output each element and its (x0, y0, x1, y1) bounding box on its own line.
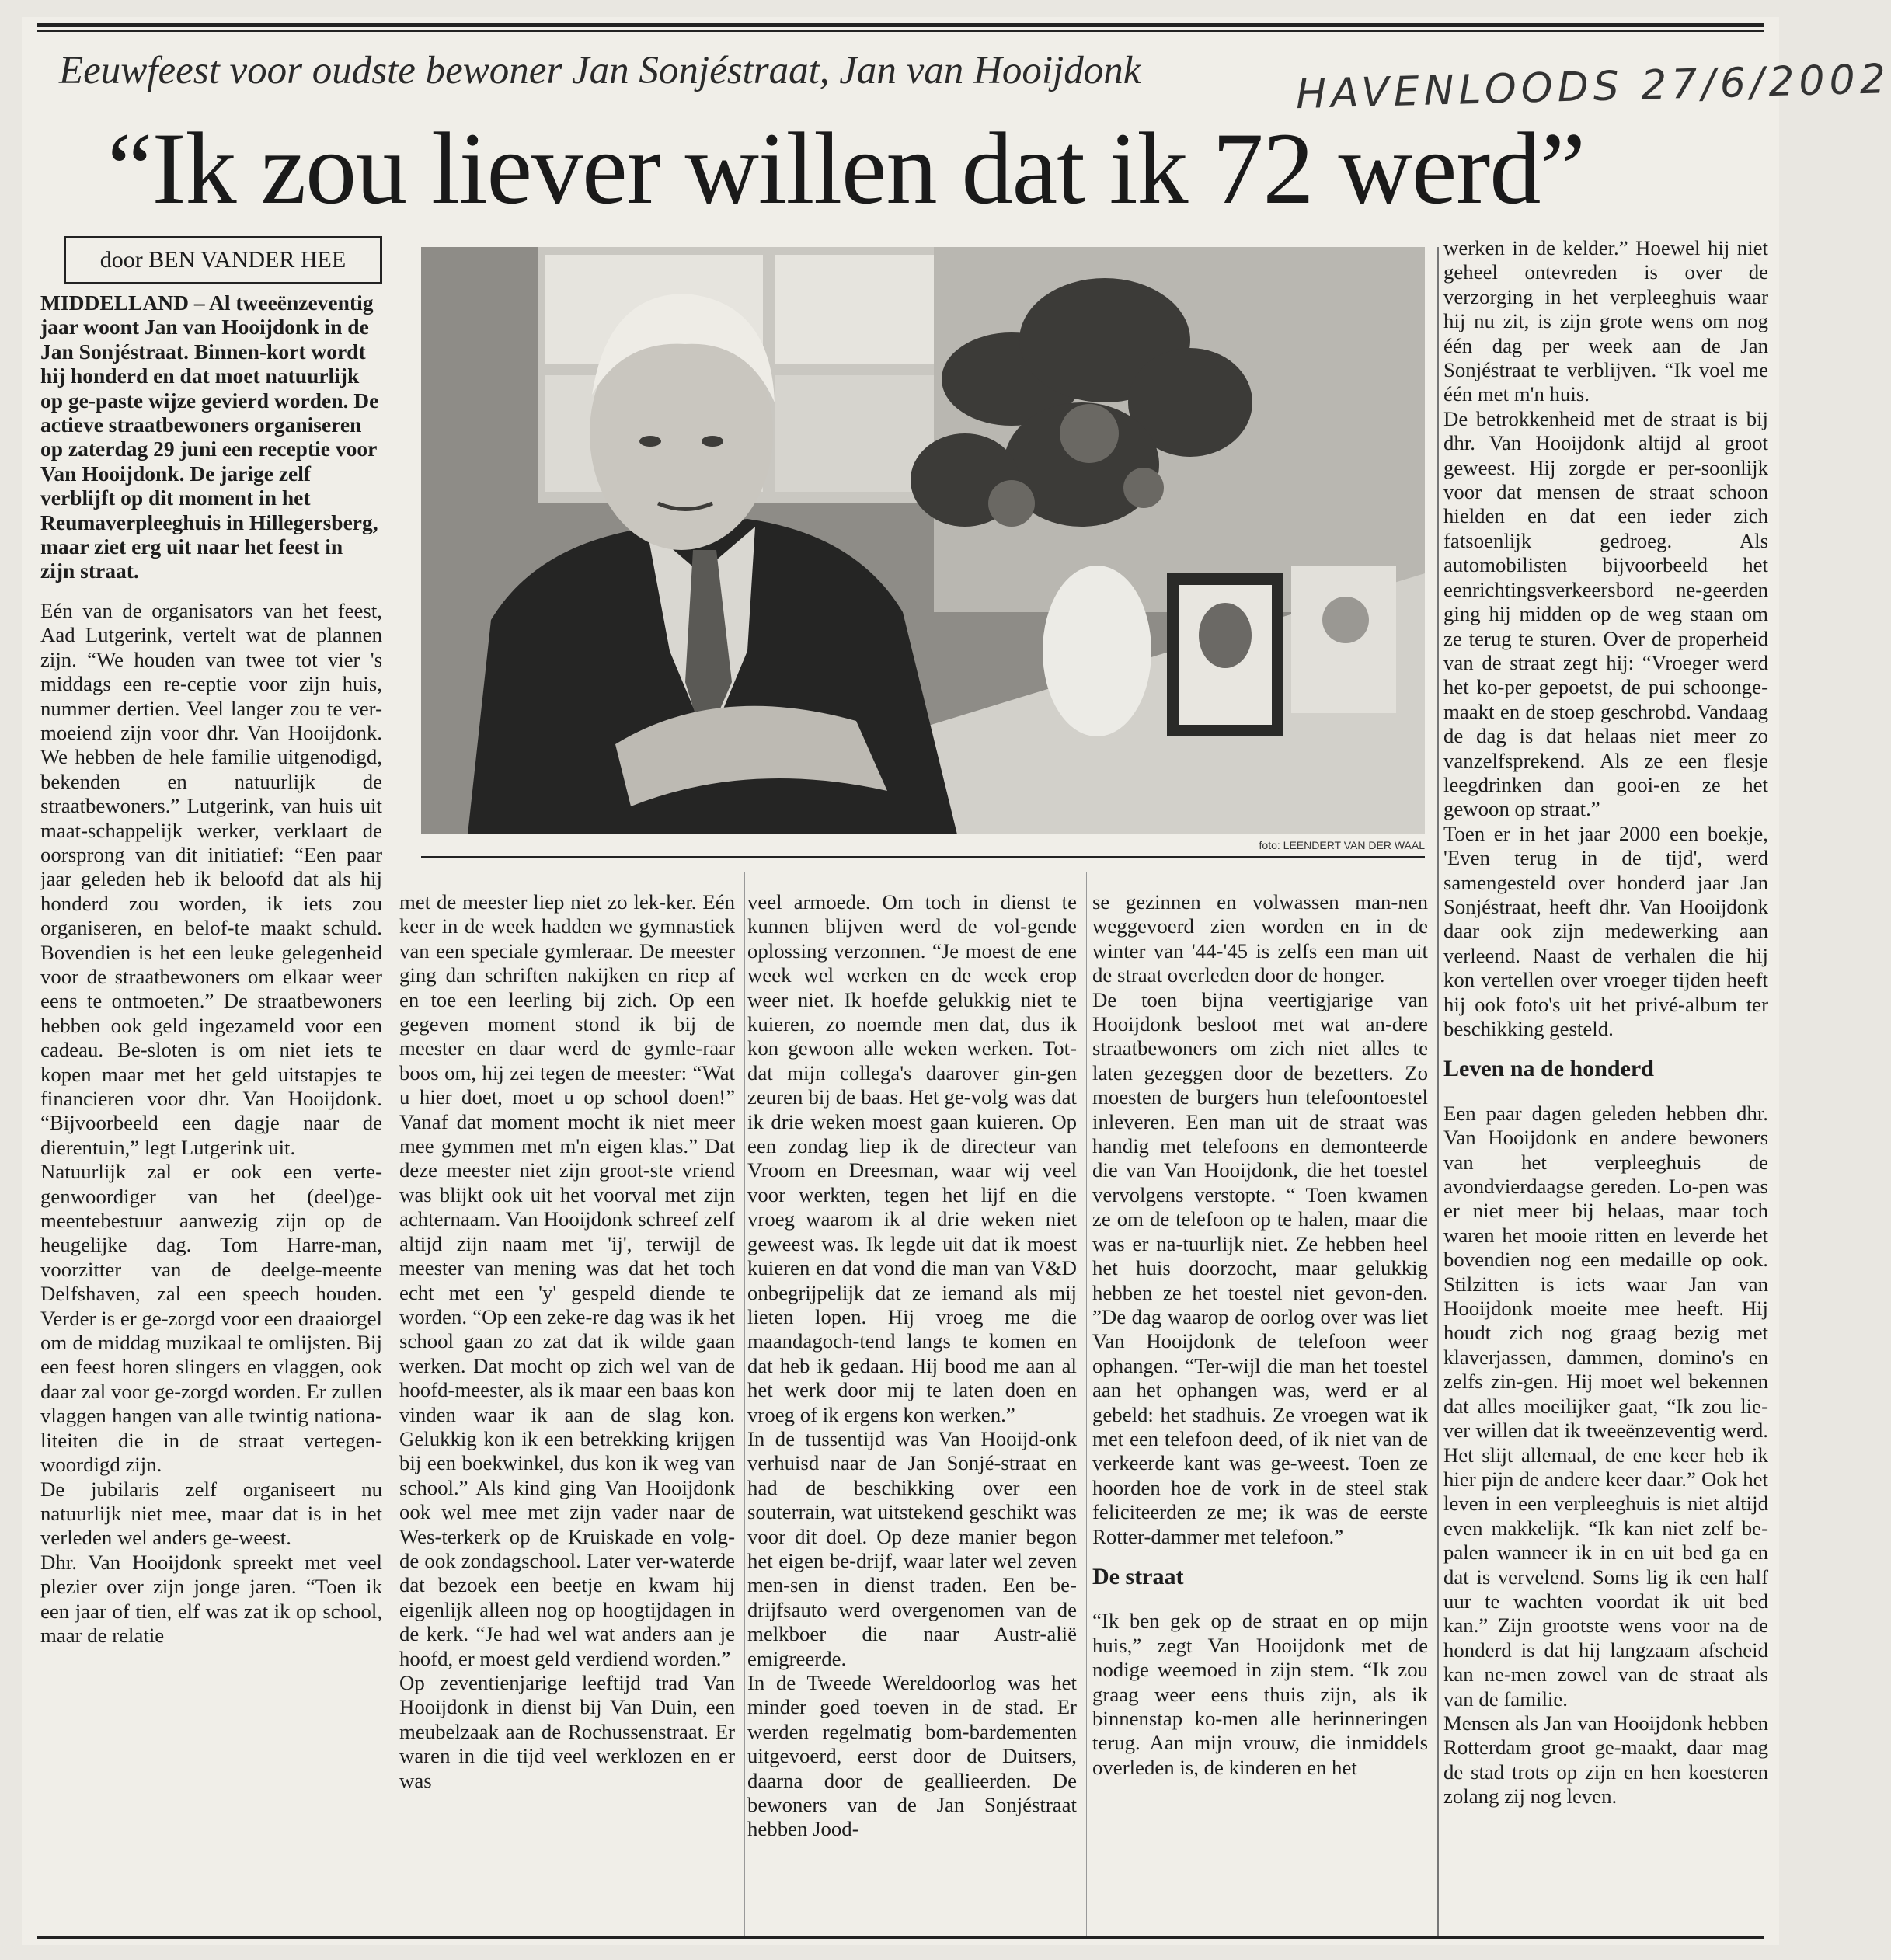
lead-paragraph: MIDDELLAND – Al tweeënzeventig jaar woont Jan van Hooijdonk in de Jan Sonjéstraat. Binnen-kort wordt hij honderd en dat moet natuurlijk op ge-paste wijze gevierd worden. De actieve straatbewoners organiseren op zaterdag 29 juni een receptie voor Van Hooijdonk. De jarige zelf verblijft op dit moment in het Reumaverpleeghuis in Hillegersberg, maar ziet erg uit naar het feest in zijn straat. (40, 291, 379, 583)
paragraph: se gezinnen en volwassen man-nen weggevoerd zien worden en in de winter van '44-'45 is zelfs een man uit de straat overleden door de honger. (1092, 890, 1428, 987)
column-2 (399, 890, 735, 1793)
paragraph: Dhr. Van Hooijdonk spreekt met veel plezier over zijn jonge jaren. “Toen ik een jaar of tien, elf was zat ik op school, maar de relatie (40, 1550, 382, 1647)
column-5 (1443, 236, 1768, 1809)
column-divider (1437, 247, 1439, 1939)
photo-illustration (421, 247, 1425, 834)
column-divider (1086, 872, 1087, 1936)
bottom-rule (37, 1936, 1764, 1939)
paragraph: Natuurlijk zal er ook een verte-genwoordiger van het (deel)ge-meentebestuur aanwezig zijn op de heugelijke dag. Tom Harre-man, voorzitter van de deelge-meente Delfshaven, zal een speech houden. Verder is er ge-zorgd voor een draaiorgel om de middag muzikaal te omlijsten. Bij een feest horen slingers en vlaggen, ook daar zal voor ge-zorgd worden. Er zullen vlaggen hangen van alle twintig nationa-liteiten die in de straat vertegen-woordigd zijn. (40, 1160, 382, 1477)
kicker: Eeuwfeest voor oudste bewoner Jan Sonjéstraat, Jan van Hooijdonk (59, 49, 1141, 92)
paragraph: Op zeventienjarige leeftijd trad Van Hooijdonk in dienst bij Van Duin, een meubelzaak aan de Rochussenstraat. Er waren in die tijd veel werklozen en er was (399, 1671, 735, 1792)
article-photo (421, 247, 1425, 834)
column-rule (421, 856, 1425, 858)
column-divider (744, 872, 745, 1936)
photo-credit: foto: LEENDERT VAN DER WAAL (1259, 839, 1425, 851)
column-3 (747, 890, 1077, 1842)
subheading-leven-na-de-honderd: Leven na de honderd (1443, 1056, 1654, 1082)
paragraph: Mensen als Jan van Hooijdonk hebben Rotterdam groot ge-maakt, daar mag de stad trots op zijn en hen koesteren zolang zij nog leven. (1443, 1711, 1768, 1809)
handwritten-note: HAVENLOODS 27/6/2002 (1295, 56, 1891, 119)
paragraph: Eén van de organisators van het feest, Aad Lutgerink, vertelt wat de plannen zijn. “We houden van twee tot vier 's middags een re-ceptie voor zijn huis, nummer dertien. Veel langer zou te ver-moeiend zijn voor dhr. Van Hooijdonk. We hebben de hele familie uitgenodigd, bekenden en natuurlijk de straatbewoners.” Lutgerink, van huis uit maat-schappelijk werker, verklaart de oorsprong van dit initiatief: “Een paar jaar geleden heb ik beloofd dat als hij honderd zou worden, ik iets zou organiseren, en belof-te maakt schuld. Bovendien is het een leuke gelegenheid voor de straatbewoners om elkaar weer eens te ontmoeten.” De straatbewoners hebben ook geld ingezameld voor een cadeau. Be-sloten is om niet iets te kopen maar met het geld uitstapjes te financieren voor dhr. Van Hooijdonk. “Bijvoorbeeld een dagje naar de dierentuin,” legt Lutgerink uit. (40, 598, 382, 1159)
paragraph: De toen bijna veertigjarige van Hooijdonk besloot met wat an-dere straatbewoners om zich niet alles te laten gezeggen door de bezetters. Zo moesten de burgers hun telefoontoestel inleveren. Een man uit de straat was handig met telefoons en demonteerde die van Van Hooijdonk, die het toestel vervolgens verstopte. “ Toen kwamen ze om de telefoon op te halen, maar die was er na-tuurlijk niet. Ze hebben heel het huis doorzocht, maar gelukkig hebben ze het toestel niet gevon-den. ”De dag waarop de oorlog over was liet Van Hooijdonk de telefoon weer ophangen. “Ter-wijl die man het toestel aan het ophangen was, werd er al gebeld: het stadhuis. Ze vroegen wat ik met een telefoon deed, of ik niet van de verkeerde kant was ge-weest. Toen ze hoorden hoe de vork in de steel stak feliciteerden ze me; ik was de eerste Rotter-dammer met telefoon.” (1092, 987, 1428, 1548)
paragraph: Toen er in het jaar 2000 een boekje, 'Even terug in de tijd', werd samengesteld over honderd jaar Jan Sonjéstraat, heeft dhr. Van Hooijdonk daar ook zijn medewerking aan verleend. Naast de verhalen die hij kon vertellen over vroeger tijden heeft hij ook foto's uit het privé-album ter beschikking gesteld. (1443, 821, 1768, 1040)
headline: “Ik zou liever willen dat ik 72 werd” (107, 111, 1585, 225)
byline: door BEN VANDER HEE (64, 236, 382, 284)
top-rule-thin (37, 30, 1764, 32)
column-1 (40, 291, 382, 1648)
paragraph: met de meester liep niet zo lek-ker. Eén keer in de week hadden we gymnastiek van een speciale gymleraar. De meester ging dan schriften nakijken en riep af en toe een leerling bij zich. Op een gegeven moment stond ik bij de meester en daar werd de gymle-raar boos om, hij zei tegen de meester: “Wat u hier doet, moet u op school doen!” Vanaf dat moment mocht ik niet meer mee gymmen met m'n eigen klas.” Dat deze meester niet zijn groot-ste vriend was blijkt ook uit het voorval met zijn achternaam. Van Hooijdonk schreef zelf altijd zijn naam met 'ij', terwijl de meester van mening was dat het toch echt met een 'y' gespeld diende te worden. “Op een zeke-re dag was ik het school gaan zo zat dat ik wilde gaan werken. Dat mocht op zich wel van de hoofd-meester, als ik maar een baas kon vinden waar ik aan de slag kon. Gelukkig kon ik een betrekking krijgen bij een boekwinkel, dus kon ik weg van school.” Als kind ging Van Hooijdonk ook wel mee met zijn vader naar de Wes-terkerk op de Kruiskade en volg-de ook zondagschool. Later ver-waterde dat bezoek een beetje en kwam hij eigenlijk alleen nog op hoogtijdagen in de kerk. “Je had wel wat anders aan je hoofd, er moest geld verdiend worden.” (399, 890, 735, 1670)
column-4 (1092, 890, 1428, 1780)
paragraph: In de tussentijd was Van Hooijd-onk verhuisd naar de Jan Sonjé-straat en had de beschikking over een souterrain, wat uitstekend geschikt was voor dit doel. Op deze manier begon het eigen be-drijf, waar later wel zeven men-sen in dienst traden. Een be-drijfsauto werd overgenomen van de melkboer die naar Austr-alië emigreerde. (747, 1426, 1077, 1670)
subheading-de-straat: De straat (1092, 1563, 1184, 1589)
newspaper-clipping (22, 17, 1891, 1945)
paragraph: veel armoede. Om toch in dienst te kunnen blijven werd de vol-gende oplossing verzonnen. “Je moest de ene week wel werken en de week erop weer niet. Ik hoefde gelukkig niet te kuieren, zo noemde men dat, dus ik kon gewoon alle weken werken. Tot-dat mijn collega's daarover gin-gen zeuren bij de baas. Het ge-volg was dat ik drie weken moest gaan kuieren. Op een zondag liep ik de directeur van Vroom en Dreesman, waar wij veel voor werkten, tegen het lijf en die vroeg waarom ik al drie weken niet geweest was. Ik legde uit dat ik moest kuieren en dat vond die man van V&D onbegrijpelijk dat ze iemand als mij lieten lopen. Hij vroeg me die maandagoch-tend langs te komen en dat heb ik gedaan. Hij bood me aan al het werk door mij te laten doen en vroeg of ik ergens kon werken.” (747, 890, 1077, 1426)
paragraph: De jubilaris zelf organiseert nu natuurlijk niet mee, maar dat is in het verleden wel anders ge-weest. (40, 1477, 382, 1550)
paragraph: “Ik ben gek op de straat en op mijn huis,” zegt Van Hooijdonk met de nodige weemoed in zijn stem. “Ik zou graag weer eens thuis zijn, als ik binnenstap ko-men alle herinneringen terug. Aan mijn vrouw, die inmiddels overleden is, de kinderen en het (1092, 1609, 1428, 1779)
top-rule (37, 23, 1764, 27)
paragraph: werken in de kelder.” Hoewel hij niet geheel ontevreden is over de verzorging in het verpleeghuis waar hij nu zit, is zijn grote wens om nog één dag per week aan de Jan Sonjéstraat te verblijven. “Ik voel me één met m'n huis. (1443, 236, 1768, 406)
paragraph: Een paar dagen geleden hebben dhr. Van Hooijdonk en andere bewoners van het verpleeghuis de avondvierdaagse gereden. Lo-pen was er niet meer bij helaas, maar toch waren het mooie ritten en leverde het bovendien nog een medaille op ook. Stilzitten is iets waar Jan van Hooijdonk moeite mee heeft. Hij houdt zich nog graag bezig met klaverjassen, dammen, domino's en zelfs zin-gen. Hij moet wel bekennen dat alles moeilijker gaat, “Ik zou lie-ver willen dat ik tweeënzeventig werd. Het slijt allemaal, de ene keer heb ik hier pijn de andere keer daar.” Ook het leven in een verpleeghuis is niet altijd even makkelijk. “Ik kan niet zelf be-palen wanneer ik in en uit bed ga en dat is vervelend. Soms lig ik een half uur te wachten voordat ik uit bed kan.” Zijn grootste wens voor na de honderd is dat hij langzaam afscheid kan ne-men zowel van de straat als van de familie. (1443, 1101, 1768, 1711)
paragraph: In de Tweede Wereldoorlog was het minder goed toeven in de stad. Er werden regelmatig bom-bardementen uitgevoerd, eerst door de Duitsers, daarna door de geallieerden. De bewoners van de Jan Sonjéstraat hebben Jood- (747, 1671, 1077, 1841)
paragraph: De betrokkenheid met de straat is bij dhr. Van Hooijdonk altijd al groot geweest. Hij zorgde er per-soonlijk voor dat mensen de straat schoon hielden en dat een ieder zich fatsoenlijk gedroeg. Als automobilisten bijvoorbeeld het eenrichtingsverkeersbord ne-geerden ging hij midden op de weg staan om ze terug te sturen. Over de properheid van de straat zegt hij: “Vroeger werd het ko-per gepoetst, de pui schoonge-maakt en de stoep geschrobd. Vandaag de dag is dat helaas niet meer zo vanzelfsprekend. Als ze een flesje leegdrinken dan gooi-en ze het gewoon op straat.” (1443, 406, 1768, 821)
